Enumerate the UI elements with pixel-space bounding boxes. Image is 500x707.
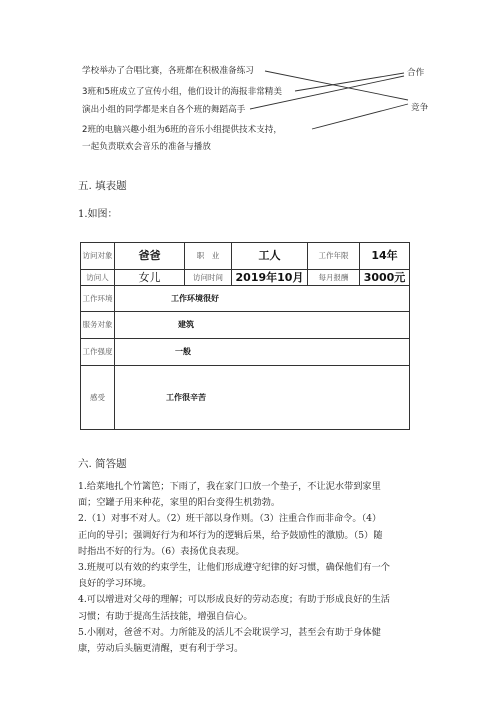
answer-line: 面；空罐子用来种花，家里的阳台变得生机勃勃。 bbox=[78, 497, 281, 509]
table-row bbox=[81, 312, 410, 339]
section-title-short-answer: 六. 简答题 bbox=[78, 458, 127, 470]
matching-lines bbox=[0, 0, 500, 170]
answer-line: 良好的学习环境。 bbox=[78, 578, 152, 590]
answer-line: 4.可以增进对父母的理解；可以形成良好的劳动态度；有助于形成良好的生活 bbox=[78, 594, 390, 606]
cell-label-intensity: 工作强度 bbox=[81, 339, 115, 366]
matching-left-item-1: 学校举办了合唱比赛，各班都在积极准备练习 bbox=[82, 66, 254, 76]
table-row bbox=[81, 286, 410, 312]
cell-label-occupation: 职 业 bbox=[185, 243, 232, 270]
answer-line: 时指出不好的行为。（6）表扬优良表现。 bbox=[78, 545, 245, 557]
cell-value-years: 14年 bbox=[360, 243, 410, 270]
cell-label-salary: 每月报酬 bbox=[308, 270, 360, 286]
cell-value-interviewee: 爸爸 bbox=[115, 243, 185, 270]
answer-line: 5.小刚对，爸爸不对。力所能及的活儿不会耽误学习，甚至会有助于身体健 bbox=[78, 626, 381, 638]
answer-line: 3.班规可以有效的约束学生，让他们形成遵守纪律的好习惯，确保他们有一个 bbox=[78, 562, 390, 574]
cell-label-years: 工作年限 bbox=[308, 243, 360, 270]
table-row bbox=[81, 339, 410, 366]
matching-left-item-4: 2班的电脑兴趣小组为6班的音乐小组提供技术支持， bbox=[82, 125, 282, 135]
table-row bbox=[81, 243, 410, 270]
matching-left-item-5: 一起负责联欢会音乐的准备与播放 bbox=[82, 142, 211, 152]
cell-label-interviewer: 访问人 bbox=[81, 270, 115, 286]
cell-value-service: 建筑 bbox=[115, 312, 410, 339]
table-row bbox=[81, 270, 410, 286]
matching-right-item-2: 竞争 bbox=[411, 103, 429, 113]
answer-line: 习惯；有助于提高生活技能，增强自信心。 bbox=[78, 610, 253, 622]
cell-value-occupation: 工人 bbox=[232, 243, 308, 270]
match-line-3 bbox=[250, 76, 404, 109]
short-answer-text bbox=[78, 479, 438, 657]
answer-line: 1.给菜地扎个竹篱笆；下雨了，我在家门口放一个垫子，不让泥水带到家里 bbox=[78, 481, 381, 492]
cell-label-feeling: 感受 bbox=[81, 366, 115, 430]
matching-left-item-2: 3班和5班成立了宣传小组，他们设计的海报非常精美 bbox=[82, 87, 282, 97]
answer-line: 2.（1）对事不对人。（2）班干部以身作则。（3）注重合作而非命令。（4） bbox=[78, 513, 382, 525]
cell-value-interview-time: 2019年10月 bbox=[232, 270, 308, 286]
cell-label-interviewee: 访问对象 bbox=[81, 243, 115, 270]
matching-right-item-1: 合作 bbox=[407, 68, 425, 78]
cell-value-environment: 工作环境很好 bbox=[115, 286, 410, 312]
answer-line: 康，劳动后头脑更清醒，更有利于学习。 bbox=[78, 643, 244, 655]
interview-table bbox=[80, 242, 410, 430]
answer-line: 正向的导引；强调好行为和坏行为的逻辑后果，给予鼓励性的激励。（5）随 bbox=[78, 529, 383, 541]
cell-label-interview-time: 访问时间 bbox=[185, 270, 232, 286]
cell-value-interviewer: 女儿 bbox=[115, 270, 185, 286]
section-title-fill-table: 五. 填表题 bbox=[78, 180, 127, 192]
match-line-1 bbox=[265, 71, 408, 100]
cell-value-intensity: 一般 bbox=[115, 339, 410, 366]
table-row bbox=[81, 366, 410, 430]
matching-left-item-3: 演出小组的同学都是来自各个班的舞蹈高手 bbox=[82, 105, 246, 115]
match-line-4 bbox=[312, 104, 408, 129]
question-label: 1.如图： bbox=[78, 209, 118, 220]
cell-label-environment: 工作环境 bbox=[81, 286, 115, 312]
cell-label-service: 服务对象 bbox=[81, 312, 115, 339]
cell-value-feeling: 工作很辛苦 bbox=[115, 366, 410, 430]
cell-value-salary: 3000元 bbox=[360, 270, 410, 286]
